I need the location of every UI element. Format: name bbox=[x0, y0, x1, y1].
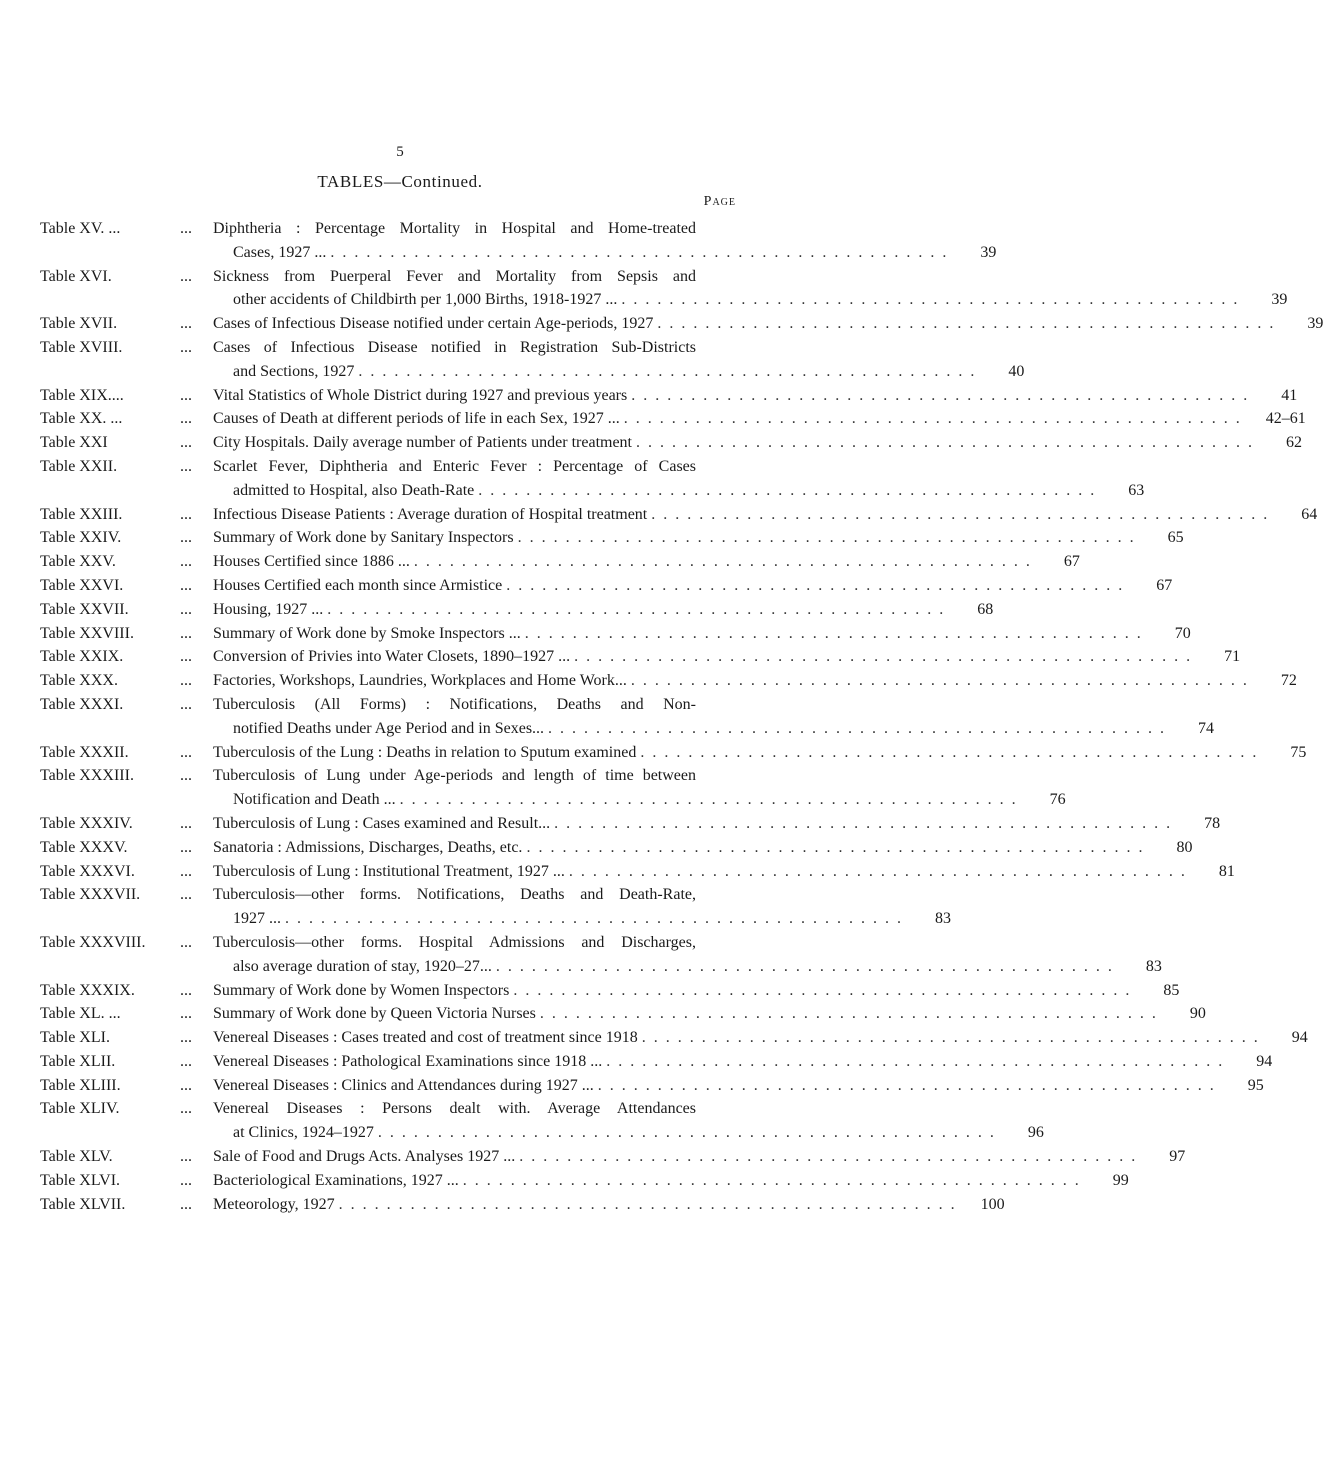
entry-title: Sale of Food and Drugs Acts. Analyses 1927 ... bbox=[213, 1148, 516, 1166]
entry-title: Tuberculosis—other forms. Notifications, Deaths and Death-Rate, bbox=[213, 886, 696, 904]
entry-title: Tuberculosis of the Lung : Deaths in relation to Sputum examined bbox=[213, 743, 637, 761]
entry-title-continued: admitted to Hospital, also Death-Rate bbox=[233, 481, 475, 499]
toc-entry bbox=[40, 1193, 1005, 1217]
toc-entry bbox=[40, 217, 997, 265]
toc-entry bbox=[40, 812, 1221, 836]
entry-separator: ... bbox=[180, 553, 192, 571]
leader-dots: . . . . . . . . . . . . . . . . . . . . . . . . . . . . . . . . . . . . . . . . . . . . . . . . . . . . bbox=[399, 791, 1018, 809]
entry-label: Table XLII. bbox=[40, 1052, 116, 1070]
toc-entry bbox=[40, 1169, 1129, 1193]
toc-entry bbox=[40, 860, 1235, 884]
entry-page: 94 bbox=[1291, 1029, 1308, 1047]
entry-label: Table XXXIII. bbox=[40, 767, 134, 785]
entry-page: 100 bbox=[980, 1195, 1005, 1213]
entry-label: Table XXIII. bbox=[40, 505, 123, 523]
entry-page: 99 bbox=[1112, 1171, 1129, 1189]
toc-entry bbox=[40, 574, 1173, 598]
toc-entry bbox=[40, 669, 1297, 693]
entry-page: 96 bbox=[1027, 1124, 1044, 1142]
entry-label: Table XLI. bbox=[40, 1029, 110, 1047]
entry-separator: ... bbox=[180, 410, 192, 428]
toc-entry bbox=[40, 455, 1145, 503]
toc-entry bbox=[40, 645, 1241, 669]
entry-page: 68 bbox=[977, 600, 994, 618]
entry-separator: ... bbox=[180, 434, 192, 452]
entry-title: Venereal Diseases : Persons dealt with. Average Attendances bbox=[213, 1100, 696, 1118]
entry-label: Table XLIII. bbox=[40, 1076, 121, 1094]
entry-separator: ... bbox=[180, 933, 192, 951]
toc-entry bbox=[40, 1074, 1264, 1098]
entry-page: 75 bbox=[1290, 743, 1307, 761]
entry-page: 80 bbox=[1176, 838, 1193, 856]
leader-dots: . . . . . . . . . . . . . . . . . . . . . . . . . . . . . . . . . . . . . . . . . . . . . . . . . . . . bbox=[327, 600, 946, 618]
entry-label: Table XLIV. bbox=[40, 1100, 120, 1118]
entry-title: Sanatoria : Admissions, Discharges, Deaths, etc. bbox=[213, 838, 523, 856]
entry-page: 39 bbox=[1271, 291, 1288, 309]
entry-label: Table XIX.... bbox=[40, 386, 124, 404]
entry-title: Tuberculosis of Lung under Age-periods and length of time between bbox=[213, 767, 696, 785]
leader-dots: . . . . . . . . . . . . . . . . . . . . . . . . . . . . . . . . . . . . . . . . . . . . . . . . . . . . bbox=[513, 981, 1132, 999]
leader-dots: . . . . . . . . . . . . . . . . . . . . . . . . . . . . . . . . . . . . . . . . . . . . . . . . . . . . bbox=[478, 481, 1097, 499]
toc-entry bbox=[40, 1097, 1044, 1145]
entry-label: Table XXXVI. bbox=[40, 862, 135, 880]
leader-dots: . . . . . . . . . . . . . . . . . . . . . . . . . . . . . . . . . . . . . . . . . . . . . . . . . . . . bbox=[568, 862, 1187, 880]
entry-page: 67 bbox=[1156, 576, 1173, 594]
entry-label: Table XXVIII. bbox=[40, 624, 134, 642]
entry-title: Conversion of Privies into Water Closets, 1890–1927 ... bbox=[213, 648, 571, 666]
entry-page: 81 bbox=[1218, 862, 1235, 880]
entry-title: Summary of Work done by Women Inspectors bbox=[213, 981, 510, 999]
toc-entry bbox=[40, 1002, 1206, 1026]
entry-label: Table XXII. bbox=[40, 457, 118, 475]
entry-label: Table XV. ... bbox=[40, 220, 121, 237]
entry-label: Table XLVII. bbox=[40, 1195, 126, 1213]
entry-page: 95 bbox=[1247, 1076, 1264, 1094]
entry-title: Venereal Diseases : Pathological Examinations since 1918 ... bbox=[213, 1052, 603, 1070]
entry-separator: ... bbox=[180, 1148, 192, 1166]
page-column-label: Page bbox=[703, 194, 736, 209]
entry-label: Table XXXI. bbox=[40, 695, 124, 713]
leader-dots: . . . . . . . . . . . . . . . . . . . . . . . . . . . . . . . . . . . . . . . . . . . . . . . . . . . . bbox=[597, 1076, 1216, 1094]
entry-title: Scarlet Fever, Diphtheria and Enteric Fever : Percentage of Cases bbox=[213, 457, 696, 475]
entry-page: 74 bbox=[1198, 719, 1215, 737]
entry-title: Summary of Work done by Sanitary Inspectors bbox=[213, 529, 514, 547]
entry-label: Table XXV. bbox=[40, 553, 116, 571]
entry-title-continued: Cases, 1927 ... bbox=[233, 243, 327, 261]
toc-entry bbox=[40, 931, 1162, 979]
toc-entry bbox=[40, 598, 994, 622]
entry-separator: ... bbox=[180, 1005, 192, 1023]
entry-separator: ... bbox=[180, 1195, 192, 1213]
entry-label: Table XXVII. bbox=[40, 600, 129, 618]
toc-entry bbox=[40, 1026, 1308, 1050]
entry-title-continued: and Sections, 1927 bbox=[233, 362, 355, 380]
entry-label: Table XXXVIII. bbox=[40, 933, 146, 951]
toc-entry bbox=[40, 312, 1323, 336]
entry-separator: ... bbox=[180, 1100, 192, 1118]
toc-entry bbox=[40, 693, 1215, 741]
entry-title: Houses Certified since 1886 ... bbox=[213, 553, 410, 571]
entry-separator: ... bbox=[180, 743, 192, 761]
toc-entry bbox=[40, 384, 1298, 408]
leader-dots: . . . . . . . . . . . . . . . . . . . . . . . . . . . . . . . . . . . . . . . . . . . . . . . . . . . . bbox=[606, 1052, 1225, 1070]
entry-page: 67 bbox=[1063, 553, 1080, 571]
entry-page: 39 bbox=[980, 243, 997, 261]
entry-separator: ... bbox=[180, 529, 192, 547]
leader-dots: . . . . . . . . . . . . . . . . . . . . . . . . . . . . . . . . . . . . . . . . . . . . . . . . . . . . bbox=[640, 743, 1259, 761]
entry-label: Table XXXVII. bbox=[40, 886, 141, 904]
entry-label: Table XL. ... bbox=[40, 1005, 121, 1023]
toc-entry bbox=[40, 1050, 1273, 1074]
leader-dots: . . . . . . . . . . . . . . . . . . . . . . . . . . . . . . . . . . . . . . . . . . . . . . . . . . . . bbox=[495, 957, 1114, 975]
entry-page: 90 bbox=[1189, 1005, 1206, 1023]
entry-title: Tuberculosis of Lung : Cases examined and Result... bbox=[213, 814, 551, 832]
entry-title: Tuberculosis of Lung : Institutional Treatment, 1927 ... bbox=[213, 862, 565, 880]
leader-dots: . . . . . . . . . . . . . . . . . . . . . . . . . . . . . . . . . . . . . . . . . . . . . . . . . . . . bbox=[631, 386, 1250, 404]
leader-dots: . . . . . . . . . . . . . . . . . . . . . . . . . . . . . . . . . . . . . . . . . . . . . . . . . . . . bbox=[285, 910, 903, 928]
toc-entry bbox=[40, 741, 1307, 765]
entry-page: 97 bbox=[1169, 1148, 1186, 1166]
entry-page: 83 bbox=[935, 910, 951, 928]
entry-separator: ... bbox=[180, 838, 192, 856]
page-heading: TABLES—Continued. bbox=[317, 172, 483, 191]
entry-separator: ... bbox=[180, 886, 192, 904]
entry-label: Table XXVI. bbox=[40, 576, 124, 594]
leader-dots: . . . . . . . . . . . . . . . . . . . . . . . . . . . . . . . . . . . . . . . . . . . . . . . . . . . . bbox=[462, 1171, 1081, 1189]
entry-label: Table XXXII. bbox=[40, 743, 129, 761]
entry-title: Meteorology, 1927 bbox=[213, 1195, 335, 1213]
entry-separator: ... bbox=[180, 1076, 192, 1094]
entry-separator: ... bbox=[180, 338, 192, 356]
entry-separator: ... bbox=[180, 648, 192, 666]
leader-dots: . . . . . . . . . . . . . . . . . . . . . . . . . . . . . . . . . . . . . . . . . . . . . . . . . . . . bbox=[621, 291, 1240, 309]
leader-dots: . . . . . . . . . . . . . . . . . . . . . . . . . . . . . . . . . . . . . . . . . . . . . . . . . . . . bbox=[657, 315, 1276, 333]
entry-separator: ... bbox=[180, 1029, 192, 1047]
entry-title-continued: Notification and Death ... bbox=[233, 791, 396, 809]
leader-dots: . . . . . . . . . . . . . . . . . . . . . . . . . . . . . . . . . . . . . . . . . . . . . . . . . . . . bbox=[506, 576, 1125, 594]
entry-title: Housing, 1927 ... bbox=[213, 600, 324, 618]
entry-title: Summary of Work done by Queen Victoria Nurses bbox=[213, 1005, 536, 1023]
entry-title: Summary of Work done by Smoke Inspectors ... bbox=[213, 624, 521, 642]
entry-title: City Hospitals. Daily average number of Patients under treatment bbox=[213, 434, 632, 452]
leader-dots: . . . . . . . . . . . . . . . . . . . . . . . . . . . . . . . . . . . . . . . . . . . . . . . . . . . . bbox=[548, 719, 1167, 737]
entry-title: Venereal Diseases : Cases treated and cost of treatment since 1918 bbox=[213, 1029, 638, 1047]
entry-title: Diphtheria : Percentage Mortality in Hospital and Home-treated bbox=[213, 220, 696, 237]
entry-page: 83 bbox=[1145, 957, 1162, 975]
toc-entry bbox=[40, 265, 1288, 313]
toc-entry bbox=[40, 526, 1184, 550]
entry-label: Table XVI. bbox=[40, 267, 112, 285]
entry-separator: ... bbox=[180, 457, 192, 475]
entry-title: Cases of Infectious Disease notified in Registration Sub-Districts bbox=[213, 338, 696, 356]
entry-separator: ... bbox=[180, 767, 192, 785]
leader-dots: . . . . . . . . . . . . . . . . . . . . . . . . . . . . . . . . . . . . . . . . . . . . . . . . . . . . bbox=[358, 362, 977, 380]
leader-dots: . . . . . . . . . . . . . . . . . . . . . . . . . . . . . . . . . . . . . . . . . . . . . . . . . . . . bbox=[413, 553, 1032, 571]
entry-separator: ... bbox=[180, 862, 192, 880]
entry-label: Table XVII. bbox=[40, 315, 118, 333]
leader-dots: . . . . . . . . . . . . . . . . . . . . . . . . . . . . . . . . . . . . . . . . . . . . . . . . . . . . bbox=[539, 1005, 1158, 1023]
entry-page: 40 bbox=[1008, 362, 1025, 380]
entry-label: Table XLV. bbox=[40, 1148, 113, 1166]
entry-title-continued: other accidents of Childbirth per 1,000 Births, 1918-1927 ... bbox=[233, 291, 618, 309]
leader-dots: . . . . . . . . . . . . . . . . . . . . . . . . . . . . . . . . . . . . . . . . . . . . . . . . . . . . bbox=[377, 1124, 996, 1142]
toc-entry bbox=[40, 836, 1193, 860]
entry-title-continued: notified Deaths under Age Period and in Sexes... bbox=[233, 719, 545, 737]
entry-title: Tuberculosis—other forms. Hospital Admissions and Discharges, bbox=[213, 933, 696, 951]
toc-entry bbox=[40, 431, 1302, 455]
entry-title: Vital Statistics of Whole District during 1927 and previous years bbox=[213, 386, 628, 404]
entry-separator: ... bbox=[180, 1171, 192, 1189]
leader-dots: . . . . . . . . . . . . . . . . . . . . . . . . . . . . . . . . . . . . . . . . . . . . . . . . . . . . bbox=[651, 505, 1270, 523]
leader-dots: . . . . . . . . . . . . . . . . . . . . . . . . . . . . . . . . . . . . . . . . . . . . . . . . . . . . bbox=[636, 434, 1254, 452]
entry-label: Table XVIII. bbox=[40, 338, 123, 356]
toc-entry bbox=[40, 622, 1191, 646]
entry-page: 64 bbox=[1301, 505, 1318, 523]
entry-label: Table XXX. bbox=[40, 672, 118, 690]
entry-label: Table XXXIX. bbox=[40, 981, 135, 999]
entry-separator: ... bbox=[180, 505, 192, 523]
toc-entry bbox=[40, 764, 1066, 812]
entry-label: Table XX. ... bbox=[40, 410, 123, 428]
leader-dots: . . . . . . . . . . . . . . . . . . . . . . . . . . . . . . . . . . . . . . . . . . . . . . . . . . . . bbox=[641, 1029, 1260, 1047]
entry-page: 76 bbox=[1049, 791, 1066, 809]
entry-title-continued: also average duration of stay, 1920–27... bbox=[233, 957, 492, 975]
table-of-contents bbox=[40, 217, 1323, 1216]
entry-label: Table XXIV. bbox=[40, 529, 122, 547]
entry-separator: ... bbox=[180, 624, 192, 642]
leader-dots: . . . . . . . . . . . . . . . . . . . . . . . . . . . . . . . . . . . . . . . . . . . . . . . . . . . . bbox=[519, 1148, 1138, 1166]
entry-page: 85 bbox=[1163, 981, 1180, 999]
toc-entry bbox=[40, 503, 1318, 527]
entry-label: Table XXXV. bbox=[40, 838, 128, 856]
entry-label: Table XXI bbox=[40, 434, 108, 452]
entry-separator: ... bbox=[180, 600, 192, 618]
leader-dots: . . . . . . . . . . . . . . . . . . . . . . . . . . . . . . . . . . . . . . . . . . . . . . . . . . . . bbox=[524, 624, 1143, 642]
toc-entry bbox=[40, 550, 1080, 574]
entry-separator: ... bbox=[180, 386, 192, 404]
leader-dots: . . . . . . . . . . . . . . . . . . . . . . . . . . . . . . . . . . . . . . . . . . . . . . . . . . . . bbox=[574, 648, 1193, 666]
entry-separator: ... bbox=[180, 981, 192, 999]
entry-separator: ... bbox=[180, 315, 192, 333]
entry-separator: ... bbox=[180, 695, 192, 713]
entry-page: 39 bbox=[1307, 315, 1323, 333]
entry-page: 71 bbox=[1224, 648, 1241, 666]
entry-separator: ... bbox=[180, 1052, 192, 1070]
leader-dots: . . . . . . . . . . . . . . . . . . . . . . . . . . . . . . . . . . . . . . . . . . . . . . . . . . . . bbox=[630, 672, 1249, 690]
toc-entry bbox=[40, 883, 951, 931]
entry-title: Sickness from Puerperal Fever and Mortality from Sepsis and bbox=[213, 267, 696, 285]
leader-dots: . . . . . . . . . . . . . . . . . . . . . . . . . . . . . . . . . . . . . . . . . . . . . . . . . . . . bbox=[338, 1195, 957, 1213]
entry-separator: ... bbox=[180, 267, 192, 285]
entry-page: 72 bbox=[1280, 672, 1297, 690]
entry-label: Table XXXIV. bbox=[40, 814, 133, 832]
leader-dots: . . . . . . . . . . . . . . . . . . . . . . . . . . . . . . . . . . . . . . . . . . . . . . . . . . . . bbox=[517, 529, 1136, 547]
page-number: 5 bbox=[396, 144, 404, 160]
leader-dots: . . . . . . . . . . . . . . . . . . . . . . . . . . . . . . . . . . . . . . . . . . . . . . . . . . . . bbox=[623, 410, 1242, 428]
entry-label: Table XLVI. bbox=[40, 1171, 121, 1189]
entry-page: 62 bbox=[1286, 434, 1302, 452]
entry-page: 42–61 bbox=[1265, 410, 1306, 428]
entry-separator: ... bbox=[180, 672, 192, 690]
entry-title: Causes of Death at different periods of life in each Sex, 1927 ... bbox=[213, 410, 620, 428]
entry-title-continued: 1927 ... bbox=[233, 910, 281, 928]
entry-separator: ... bbox=[180, 220, 192, 237]
toc-entry bbox=[40, 979, 1180, 1003]
entry-page: 70 bbox=[1174, 624, 1191, 642]
toc-entry bbox=[40, 407, 1306, 431]
entry-page: 78 bbox=[1204, 814, 1221, 832]
entry-title: Venereal Diseases : Clinics and Attendances during 1927 ... bbox=[213, 1076, 594, 1094]
leader-dots: . . . . . . . . . . . . . . . . . . . . . . . . . . . . . . . . . . . . . . . . . . . . . . . . . . . . bbox=[330, 243, 949, 261]
entry-label: Table XXIX. bbox=[40, 648, 124, 666]
entry-title: Factories, Workshops, Laundries, Workplaces and Home Work... bbox=[213, 672, 627, 690]
entry-title: Tuberculosis (All Forms) : Notifications, Deaths and Non- bbox=[213, 695, 696, 713]
entry-title: Infectious Disease Patients : Average duration of Hospital treatment bbox=[213, 505, 648, 523]
entry-page: 63 bbox=[1128, 481, 1145, 499]
leader-dots: . . . . . . . . . . . . . . . . . . . . . . . . . . . . . . . . . . . . . . . . . . . . . . . . . . . . bbox=[554, 814, 1173, 832]
entry-separator: ... bbox=[180, 814, 192, 832]
entry-page: 94 bbox=[1256, 1052, 1273, 1070]
toc-entry bbox=[40, 336, 1025, 384]
entry-title: Bacteriological Examinations, 1927 ... bbox=[213, 1171, 459, 1189]
entry-page: 65 bbox=[1167, 529, 1184, 547]
entry-separator: ... bbox=[180, 576, 192, 594]
toc-entry bbox=[40, 1145, 1186, 1169]
entry-page: 41 bbox=[1281, 386, 1298, 404]
entry-title: Cases of Infectious Disease notified under certain Age-periods, 1927 bbox=[213, 315, 654, 333]
leader-dots: . . . . . . . . . . . . . . . . . . . . . . . . . . . . . . . . . . . . . . . . . . . . . . . . . . . . bbox=[526, 838, 1145, 856]
entry-title: Houses Certified each month since Armistice bbox=[213, 576, 503, 594]
entry-title-continued: at Clinics, 1924–1927 bbox=[233, 1124, 374, 1142]
